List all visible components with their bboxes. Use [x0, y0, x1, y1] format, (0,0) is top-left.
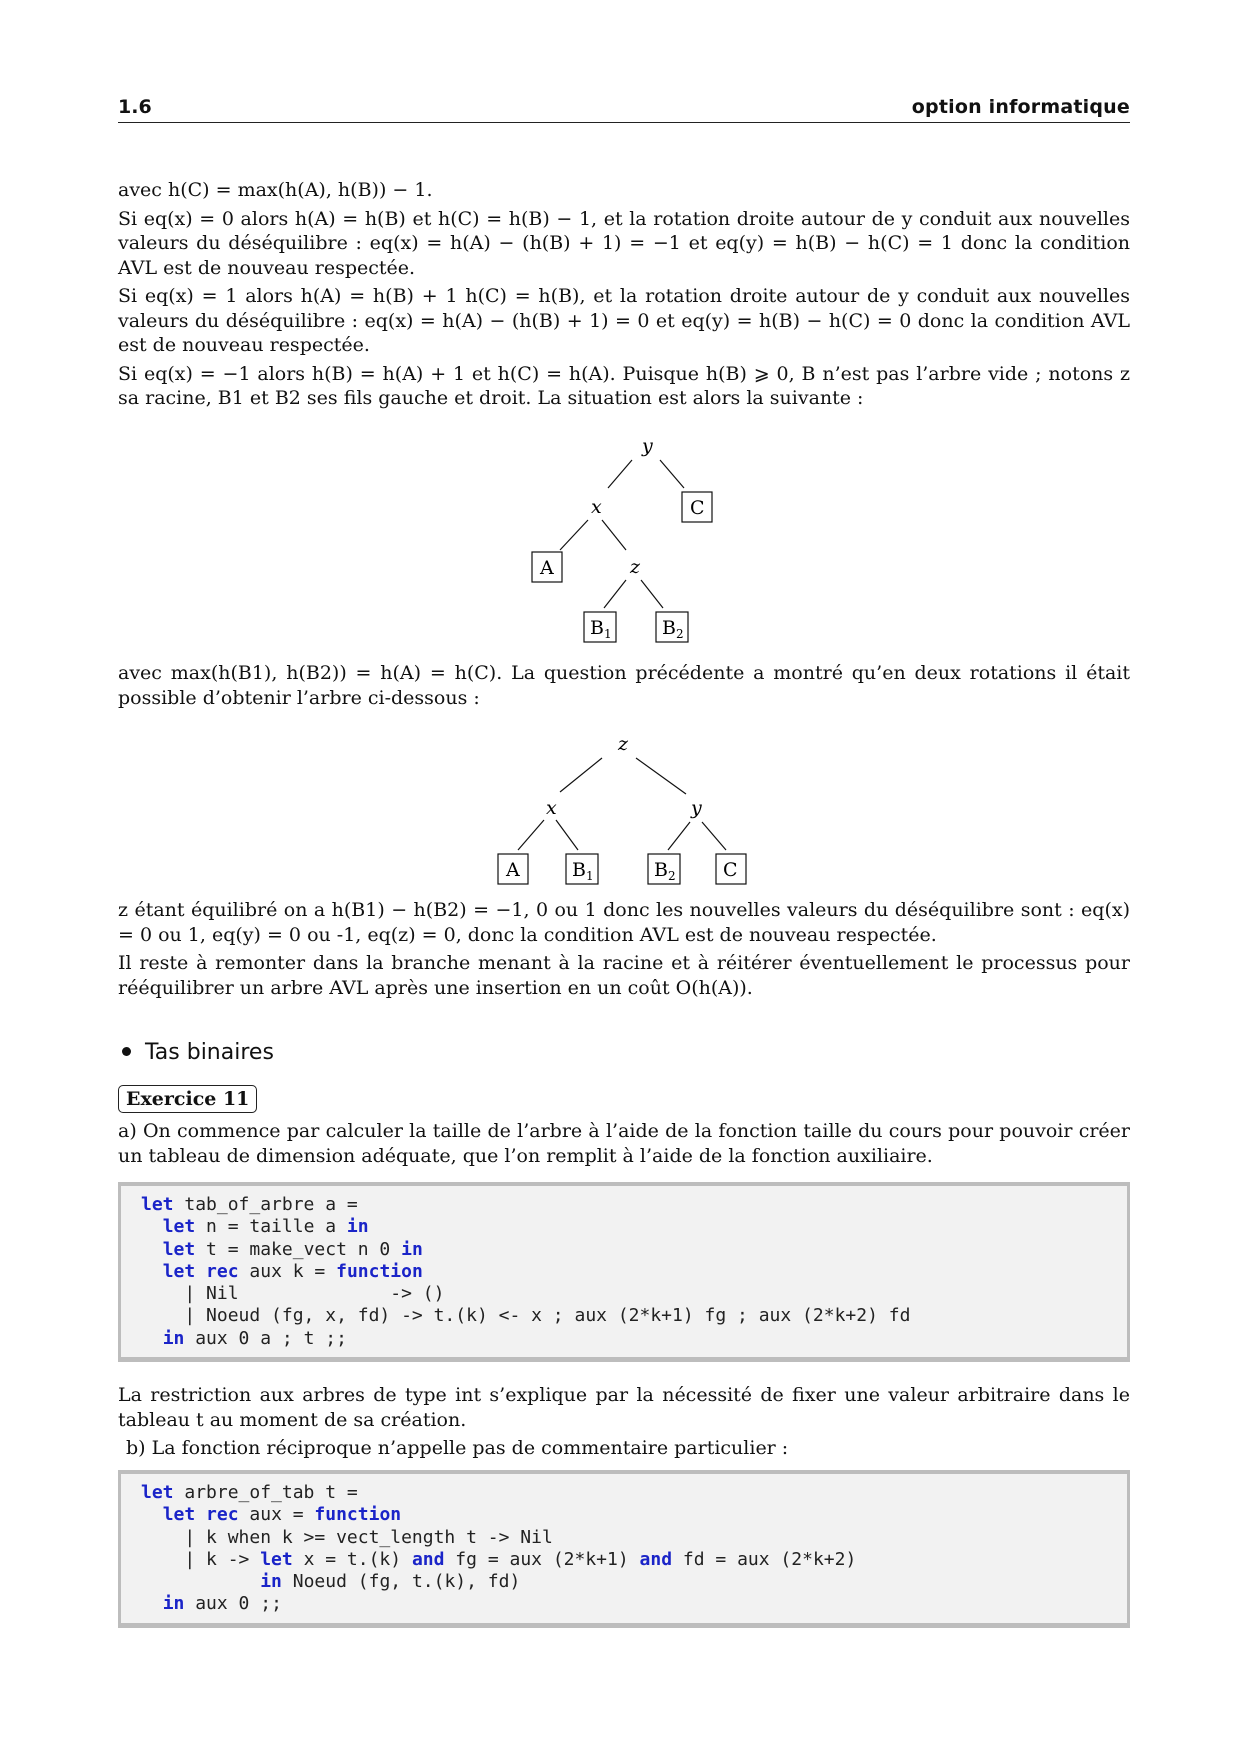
- paragraph: Si eq(x) = 0 alors h(A) = h(B) et h(C) = h(B) − 1, et la rotation droite autour de y conduit aux nouvelles valeurs du déséquilibre : eq(x) = h(A) − (h(B) + 1) = −1 et eq(y) = h(B) − h(C) = 1 donc la condition AVL est de nouveau respectée.: [118, 207, 1130, 279]
- code-line: in aux 0 a ; t ;;: [162, 1327, 347, 1349]
- running-title: option informatique: [911, 96, 1130, 118]
- code-line: | Nil -> (): [141, 1283, 445, 1305]
- paragraph: avec max(h(B1), h(B2)) = h(A) = h(C). La question précédente a montré qu’en deux rotations il était possible d’obtenir l’arbre ci-dessous :: [118, 662, 1130, 709]
- bullet-icon: [122, 1047, 131, 1056]
- paragraph-block-3: [118, 898, 1130, 1004]
- code-line: in Noeud (fg, t.(k), fd): [260, 1571, 521, 1593]
- paragraph: Il reste à remonter dans la branche menant à la racine et à réitérer éventuellement le processus pour rééquilibrer un arbre AVL après une insertion en un coût O(h(A)).: [118, 952, 1130, 999]
- code-line: let tab_of_arbre a =: [141, 1194, 358, 1215]
- node-z: z: [630, 556, 641, 578]
- paragraph: z étant équilibré on a h(B1) − h(B2) = −1, 0 ou 1 donc les nouvelles valeurs du déséquilibre sont : eq(x) = 0 ou 1, eq(y) = 0 ou -1, eq(z) = 0, donc la condition AVL est de nouveau respectée.: [118, 899, 1130, 946]
- code-line: let rec aux k = function: [162, 1260, 423, 1282]
- paragraph: La restriction aux arbres de type int s’explique par la nécessité de fixer une valeur arbitraire dans le tableau t au moment de sa création.: [118, 1384, 1130, 1431]
- code-line: | k -> let x = t.(k) and fg = aux (2*k+1) and fd = aux (2*k+2): [141, 1548, 857, 1570]
- paragraph-block-2: [118, 661, 1130, 714]
- code-line: let t = make_vect n 0 in: [162, 1238, 423, 1260]
- node-x: x: [546, 797, 557, 819]
- tree-before-rotation: [520, 428, 720, 648]
- leaf-A: A: [540, 557, 554, 579]
- leaf-C: C: [723, 859, 738, 881]
- leaf-B2: $B_2$: [662, 617, 684, 641]
- section-number: 1.6: [118, 96, 152, 118]
- paragraph-block-4: [118, 1119, 1130, 1172]
- leaf-C: C: [690, 497, 705, 519]
- tree-after-rotation: [490, 730, 760, 890]
- node-y: y: [642, 435, 653, 457]
- node-y: y: [691, 797, 702, 819]
- node-z: z: [618, 733, 629, 755]
- section-heading: [118, 1040, 274, 1065]
- code-block-arbre-of-tab: [118, 1470, 1130, 1628]
- page-header: [118, 96, 1130, 123]
- code-line: let arbre_of_tab t =: [141, 1482, 358, 1503]
- paragraph: Si eq(x) = 1 alors h(A) = h(B) + 1 h(C) = h(B), et la rotation droite autour de y conduit aux nouvelles valeurs du déséquilibre : eq(x) = h(A) − (h(B) + 1) = 0 et eq(y) = h(B) − h(C) = 0 donc la condition AVL est de nouveau respectée.: [118, 285, 1130, 356]
- code-line: let rec aux = function: [162, 1504, 402, 1526]
- paragraph: avec h(C) = max(h(A), h(B)) − 1.: [118, 179, 433, 201]
- paragraph: Si eq(x) = −1 alors h(B) = h(A) + 1 et h(C) = h(A). Puisque h(B) ⩾ 0, B n’est pas l’arbre vide ; notons z sa racine, B1 et B2 ses fils gauche et droit. La situation est alors la suivante :: [118, 362, 1130, 409]
- code-block-tab-of-arbre: [118, 1182, 1130, 1362]
- leaf-B1: $B_1$: [572, 859, 594, 883]
- leaf-B2: $B_2$: [654, 859, 676, 883]
- code-line: in aux 0 ;;: [162, 1593, 282, 1615]
- code-line: | k when k >= vect_length t -> Nil: [141, 1526, 553, 1548]
- node-x: x: [591, 496, 602, 518]
- leaf-B1: $B_1$: [590, 617, 612, 641]
- paragraph-block-1: [118, 178, 1130, 415]
- code-line: let n = taille a in: [162, 1216, 369, 1238]
- paragraph: a) On commence par calculer la taille de l’arbre à l’aide de la fonction taille du cours pour pouvoir créer un tableau de dimension adéquate, que l’on remplit à l’aide de la fonction auxiliaire.: [118, 1120, 1130, 1167]
- leaf-A: A: [506, 859, 520, 881]
- paragraph: b) La fonction réciproque n’appelle pas de commentaire particulier :: [126, 1437, 789, 1459]
- exercise-label: Exercice 11: [118, 1085, 257, 1113]
- section-title: Tas binaires: [145, 1040, 274, 1065]
- paragraph-block-5: [118, 1383, 1130, 1465]
- code-line: | Noeud (fg, x, fd) -> t.(k) <- x ; aux (2*k+1) fg ; aux (2*k+2) fd: [141, 1305, 911, 1327]
